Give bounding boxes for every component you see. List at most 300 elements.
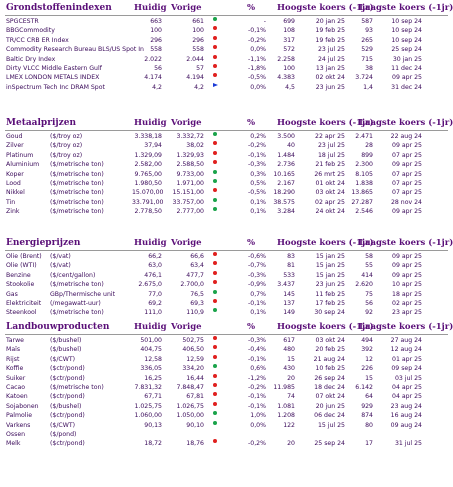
- change-percent: 0,1%: [250, 309, 266, 317]
- table-row[interactable]: [0, 299, 451, 308]
- table-row[interactable]: [0, 45, 451, 54]
- down-dot-icon: [213, 151, 217, 155]
- previous-value: 406,50: [182, 346, 204, 354]
- high-value: 3.500: [277, 133, 295, 140]
- commodity-unit: ($/vat): [50, 262, 71, 270]
- low-value: 1.838: [355, 179, 373, 187]
- low-date: 10 apr 25: [392, 281, 422, 289]
- section-divider: [5, 250, 448, 251]
- table-row[interactable]: [0, 160, 451, 169]
- high-value: 572: [283, 46, 295, 54]
- commodity-unit: ($/metrische ton): [50, 281, 104, 289]
- previous-value: 100: [192, 27, 204, 35]
- previous-value: 1.329,93: [176, 151, 204, 159]
- commodity-name: Varkens: [6, 421, 31, 429]
- change-percent: -: [263, 18, 266, 25]
- change-percent: -0,5%: [248, 74, 266, 82]
- previous-value: 12,59: [186, 355, 204, 363]
- commodity-name: Zink: [6, 208, 20, 216]
- up-dot-icon: [213, 170, 217, 174]
- commodity-unit: ($/CWT): [50, 421, 76, 429]
- table-row[interactable]: [0, 26, 451, 35]
- current-value: 1.060,00: [134, 412, 162, 420]
- low-date: 09 apr 25: [392, 74, 422, 82]
- low-date: 31 jul 25: [394, 440, 422, 448]
- high-date: 19 feb 25: [315, 36, 345, 44]
- header-previous: Vorige: [171, 238, 202, 248]
- low-value: 3.724: [355, 74, 373, 82]
- down-dot-icon: [213, 345, 217, 349]
- table-row[interactable]: [0, 355, 451, 364]
- high-value: 1.208: [277, 412, 295, 420]
- commodity-name: Aluminium: [6, 161, 40, 169]
- commodity-name: Koper: [6, 170, 24, 178]
- high-value: 108: [283, 27, 295, 35]
- high-value: 1.484: [277, 151, 295, 159]
- table-row[interactable]: [0, 170, 451, 179]
- change-percent: -0,3%: [248, 161, 266, 169]
- commodity-name: Olie (WTI): [6, 262, 37, 270]
- commodity-name: SPGCESTR: [6, 18, 39, 25]
- commodity-unit: ($/pond): [50, 430, 77, 438]
- high-date: 15 jan 25: [315, 253, 345, 260]
- commodity-name: TR/CC CRB ER Index: [6, 36, 69, 44]
- header-low: Laagste koers (-1jr): [359, 322, 453, 332]
- high-date: 15 jan 25: [315, 271, 345, 279]
- up-dot-icon: [213, 411, 217, 415]
- table-row[interactable]: [0, 308, 451, 317]
- down-dot-icon: [213, 271, 217, 275]
- low-value: 265: [361, 36, 373, 44]
- low-date: 01 apr 25: [392, 355, 422, 363]
- table-row[interactable]: [0, 73, 451, 82]
- high-value: 74: [287, 393, 295, 401]
- table-row[interactable]: [0, 17, 451, 26]
- commodity-unit: ($/troy oz): [50, 133, 83, 140]
- high-date: 24 jul 25: [317, 55, 345, 63]
- high-value: 18.290: [273, 189, 295, 197]
- previous-value: 15.151,00: [172, 189, 204, 197]
- high-value: 15: [287, 355, 295, 363]
- low-date: 09 apr 25: [392, 161, 422, 169]
- low-value: 55: [365, 262, 373, 270]
- change-percent: 0,7%: [250, 290, 266, 298]
- previous-value: 2.777,00: [176, 208, 204, 216]
- down-dot-icon: [213, 402, 217, 406]
- low-value: 899: [361, 151, 373, 159]
- high-date: 19 feb 25: [315, 27, 345, 35]
- low-value: 414: [361, 271, 373, 279]
- up-dot-icon: [213, 290, 217, 294]
- commodity-name: Sojabonen: [6, 402, 39, 410]
- low-value: 92: [365, 309, 373, 317]
- change-percent: 0,1%: [250, 208, 266, 216]
- high-date: 24 okt 24: [315, 208, 345, 216]
- up-dot-icon: [213, 207, 217, 211]
- low-date: 11 dec 24: [391, 64, 422, 72]
- commodity-unit: ($ctr/pond): [50, 440, 85, 448]
- low-value: 2.546: [355, 208, 373, 216]
- table-row[interactable]: [0, 290, 451, 299]
- up-dot-icon: [213, 421, 217, 425]
- low-value: 2.620: [355, 281, 373, 289]
- low-value: 392: [361, 346, 373, 354]
- table-row[interactable]: [0, 280, 451, 289]
- table-row[interactable]: [0, 36, 451, 45]
- high-date: 18 jul 25: [317, 151, 345, 159]
- header-current: Huidig: [134, 118, 167, 128]
- header-percent: %: [247, 238, 256, 248]
- commodity-unit: ($/bushel): [50, 346, 82, 354]
- change-percent: -0,1%: [248, 402, 266, 410]
- high-date: 20 jun 25: [315, 402, 345, 410]
- commodity-name: Olie (Brent): [6, 253, 42, 260]
- low-date: 02 apr 25: [392, 299, 422, 307]
- change-percent: -0,9%: [248, 281, 266, 289]
- high-value: 83: [287, 253, 295, 260]
- previous-value: 2.588,50: [176, 161, 204, 169]
- commodity-name: Maïs: [6, 346, 21, 354]
- table-row[interactable]: [0, 336, 451, 345]
- previous-value: 477,7: [186, 271, 204, 279]
- commodity-unit: ($/metrische ton): [50, 161, 104, 169]
- change-percent: -0,6%: [248, 253, 266, 260]
- down-dot-icon: [213, 188, 217, 192]
- table-row[interactable]: [0, 392, 451, 401]
- commodity-name: Rijst: [6, 355, 20, 363]
- change-percent: 0,0%: [250, 46, 266, 54]
- low-value: 80: [365, 421, 373, 429]
- section-divider: [5, 130, 448, 131]
- low-date: 07 apr 25: [392, 189, 422, 197]
- current-value: 663: [150, 18, 162, 25]
- commodity-name: Dirty VLCC Middle Eastern Gulf: [6, 64, 102, 72]
- change-percent: -0,2%: [248, 142, 266, 150]
- low-value: 715: [361, 55, 373, 63]
- low-date: 09 sep 24: [391, 365, 422, 373]
- low-value: 587: [361, 18, 373, 25]
- table-row[interactable]: [0, 383, 451, 392]
- low-value: 15: [365, 374, 373, 382]
- previous-value: 67,81: [186, 393, 204, 401]
- up-dot-icon: [213, 308, 217, 312]
- commodity-unit: ($/bushel): [50, 337, 82, 344]
- low-date: 16 aug 24: [390, 412, 422, 420]
- commodity-name: Palmolie: [6, 412, 33, 420]
- high-date: 01 okt 24: [315, 179, 345, 187]
- section-header: [0, 117, 451, 131]
- low-value: 58: [365, 253, 373, 260]
- commodity-name: Katoen: [6, 393, 28, 401]
- low-value: 27.287: [351, 198, 373, 206]
- header-percent: %: [247, 118, 256, 128]
- commodity-unit: ($/metrische ton): [50, 189, 104, 197]
- down-dot-icon: [213, 261, 217, 265]
- change-percent: 0,1%: [250, 198, 266, 206]
- section-title: Grondstoffenindexen: [6, 3, 112, 13]
- commodity-name: Goud: [6, 133, 23, 140]
- down-dot-icon: [213, 299, 217, 303]
- table-row[interactable]: [0, 345, 451, 354]
- current-value: 1.025,75: [134, 402, 162, 410]
- previous-value: 69,3: [190, 299, 204, 307]
- header-low: Laagste koers (-1jr): [359, 238, 453, 248]
- high-value: 11.985: [273, 383, 295, 391]
- previous-value: 38,02: [186, 142, 204, 150]
- current-value: 4,2: [152, 83, 162, 91]
- low-value: 6.142: [355, 383, 373, 391]
- previous-value: 4,2: [194, 83, 204, 91]
- low-date: 09 apr 25: [392, 253, 422, 260]
- previous-value: 63,4: [190, 262, 204, 270]
- table-row[interactable]: [0, 207, 451, 216]
- current-value: 336,05: [140, 365, 162, 373]
- high-date: 06 dec 24: [314, 412, 345, 420]
- table-row[interactable]: [0, 151, 451, 160]
- down-dot-icon: [213, 383, 217, 387]
- section-1: [0, 117, 453, 216]
- commodity-name: Commodity Research Bureau BLS/US Spot In: [6, 46, 144, 54]
- commodity-name: Tarwe: [6, 337, 24, 344]
- table-row[interactable]: [0, 411, 451, 420]
- change-percent: -1,1%: [248, 55, 266, 63]
- header-low: Laagste koers (-1jr): [359, 3, 453, 13]
- previous-value: 76,5: [190, 290, 204, 298]
- commodity-unit: ($/metrische ton): [50, 208, 104, 216]
- header-high: Hoogste koers (-1jr): [277, 118, 374, 128]
- high-value: 38.575: [273, 198, 295, 206]
- commodity-name: Ossen: [6, 430, 26, 438]
- current-value: 7.831,32: [134, 383, 162, 391]
- commodity-name: BBGCommodity: [6, 27, 55, 35]
- change-percent: 0,5%: [250, 179, 266, 187]
- high-value: 10.165: [273, 170, 295, 178]
- low-date: 04 apr 25: [392, 393, 422, 401]
- section-0: [0, 2, 453, 91]
- header-low: Laagste koers (-1jr): [359, 118, 453, 128]
- low-value: 2.300: [355, 161, 373, 169]
- current-value: 3.338,18: [134, 133, 162, 140]
- low-date: 07 apr 25: [392, 151, 422, 159]
- change-percent: -0,2%: [248, 383, 266, 391]
- previous-value: 18,76: [186, 440, 204, 448]
- commodity-unit: ($/metrische ton): [50, 170, 104, 178]
- table-row[interactable]: [0, 55, 451, 64]
- section-title: Metaalprijzen: [6, 118, 77, 128]
- commodity-name: Suiker: [6, 374, 26, 382]
- up-dot-icon: [213, 132, 217, 136]
- header-high: Hoogste koers (-1jr): [277, 238, 374, 248]
- section-header: [0, 2, 451, 16]
- commodity-name: Steenkool: [6, 309, 37, 317]
- table-row[interactable]: [0, 374, 451, 383]
- low-date: 30 jan 25: [392, 55, 422, 63]
- low-date: 04 apr 25: [392, 383, 422, 391]
- up-dot-icon: [213, 198, 217, 202]
- commodity-unit: ($ctr/pond): [50, 365, 85, 373]
- current-value: 558: [150, 46, 162, 54]
- previous-value: 9.733,00: [176, 170, 204, 178]
- low-value: 494: [361, 337, 373, 344]
- current-value: 18,72: [144, 440, 162, 448]
- change-percent: -0,1%: [248, 393, 266, 401]
- high-value: 533: [283, 271, 295, 279]
- current-value: 67,71: [144, 393, 162, 401]
- table-row[interactable]: [0, 179, 451, 188]
- up-dot-icon: [213, 364, 217, 368]
- previous-value: 3.332,72: [176, 133, 204, 140]
- high-date: 30 sep 24: [314, 309, 345, 317]
- low-value: 2.471: [355, 133, 373, 140]
- low-date: 07 apr 25: [392, 179, 422, 187]
- commodity-unit: ($/bushel): [50, 402, 82, 410]
- high-value: 617: [283, 337, 295, 344]
- current-value: 56: [154, 64, 162, 72]
- current-value: 1.980,50: [134, 179, 162, 187]
- commodity-unit: ($/metrische ton): [50, 383, 104, 391]
- high-value: 430: [283, 365, 295, 373]
- high-date: 17 feb 25: [315, 299, 345, 307]
- previous-value: 90,10: [186, 421, 204, 429]
- section-3: [0, 321, 453, 448]
- commodity-name: Zilver: [6, 142, 24, 150]
- table-row[interactable]: [0, 132, 451, 141]
- high-date: 13 jan 25: [315, 64, 345, 72]
- down-dot-icon: [213, 26, 217, 30]
- commodity-unit: ($ctr/pond): [50, 374, 85, 382]
- previous-value: 57: [196, 64, 204, 72]
- section-header: [0, 321, 451, 335]
- low-value: 929: [361, 402, 373, 410]
- change-percent: -1,8%: [248, 64, 266, 72]
- low-value: 13.865: [351, 189, 373, 197]
- change-percent: -0,1%: [248, 299, 266, 307]
- header-high: Hoogste koers (-1jr): [277, 322, 374, 332]
- change-percent: 0,3%: [250, 170, 266, 178]
- current-value: 296: [150, 36, 162, 44]
- table-row[interactable]: [0, 188, 451, 197]
- down-dot-icon: [213, 55, 217, 59]
- header-percent: %: [247, 322, 256, 332]
- current-value: 100: [150, 27, 162, 35]
- high-date: 15 jan 25: [315, 262, 345, 270]
- low-date: 18 apr 25: [392, 290, 422, 298]
- high-date: 26 mrt 25: [314, 170, 345, 178]
- change-percent: -0,1%: [248, 27, 266, 35]
- high-date: 22 apr 25: [315, 133, 345, 140]
- table-row[interactable]: [0, 83, 451, 92]
- change-percent: -0,7%: [248, 262, 266, 270]
- header-current: Huidig: [134, 238, 167, 248]
- high-date: 03 okt 24: [315, 337, 345, 344]
- low-value: 1,4: [363, 83, 373, 91]
- section-title: Energieprijzen: [6, 238, 81, 248]
- table-row[interactable]: [0, 439, 451, 448]
- commodity-unit: ($/CWT): [50, 355, 76, 363]
- low-date: 28 nov 24: [390, 198, 422, 206]
- low-date: 10 sep 24: [391, 36, 422, 44]
- table-row[interactable]: [0, 430, 451, 439]
- previous-value: 1.026,75: [176, 402, 204, 410]
- low-date: 23 apr 25: [392, 309, 422, 317]
- low-value: 17: [365, 440, 373, 448]
- change-percent: -0,1%: [248, 355, 266, 363]
- high-date: 21 feb 25: [315, 161, 345, 169]
- previous-value: 2.700,0: [180, 281, 204, 289]
- down-dot-icon: [213, 392, 217, 396]
- table-row[interactable]: [0, 252, 451, 261]
- down-dot-icon: [213, 141, 217, 145]
- current-value: 9.765,00: [134, 170, 162, 178]
- section-divider: [5, 15, 448, 16]
- high-value: 3.284: [277, 208, 295, 216]
- table-row[interactable]: [0, 141, 451, 150]
- table-row[interactable]: [0, 261, 451, 270]
- current-value: 33.791,00: [132, 198, 164, 206]
- change-percent: -0,4%: [248, 346, 266, 354]
- header-high: Hoogste koers (-1jr): [277, 3, 374, 13]
- low-date: 12 aug 24: [390, 346, 422, 354]
- down-dot-icon: [213, 374, 217, 378]
- low-value: 12: [365, 355, 373, 363]
- section-header: [0, 237, 451, 251]
- table-row[interactable]: [0, 271, 451, 280]
- section-2: [0, 237, 453, 317]
- commodity-unit: GBp/Thermische unit: [50, 290, 116, 298]
- table-row[interactable]: [0, 402, 451, 411]
- high-value: 2.736: [277, 161, 295, 169]
- table-row[interactable]: [0, 64, 451, 73]
- previous-value: 7.848,47: [176, 383, 204, 391]
- change-percent: -0,1%: [248, 151, 266, 159]
- previous-value: 33.757,00: [172, 198, 204, 206]
- high-value: 137: [283, 299, 295, 307]
- previous-value: 1.971,00: [176, 179, 204, 187]
- high-date: 23 jul 25: [317, 46, 345, 54]
- down-dot-icon: [213, 45, 217, 49]
- current-value: 37,94: [144, 142, 162, 150]
- commodity-name: inSpectrum Tech Inc DRAM Spot: [6, 83, 105, 91]
- change-percent: -1,2%: [248, 374, 266, 382]
- previous-value: 558: [192, 46, 204, 54]
- low-date: 09 apr 25: [392, 271, 422, 279]
- low-date: 09 apr 25: [392, 262, 422, 270]
- previous-value: 502,75: [182, 337, 204, 344]
- high-date: 10 feb 25: [315, 365, 345, 373]
- low-date: 07 apr 25: [392, 170, 422, 178]
- high-date: 07 okt 24: [315, 393, 345, 401]
- high-value: 3.437: [277, 281, 295, 289]
- commodity-unit: ($/metrische ton): [50, 309, 104, 317]
- table-row[interactable]: [0, 421, 451, 430]
- change-percent: -0,2%: [248, 36, 266, 44]
- down-dot-icon: [213, 36, 217, 40]
- high-date: 03 okt 24: [315, 189, 345, 197]
- high-value: 149: [283, 309, 295, 317]
- high-value: 317: [283, 36, 295, 44]
- current-value: 501,00: [140, 337, 162, 344]
- commodity-unit: ($ctr/pond): [50, 393, 85, 401]
- table-row[interactable]: [0, 198, 451, 207]
- low-value: 226: [361, 365, 373, 373]
- current-value: 69,2: [148, 299, 162, 307]
- commodity-unit: ($/troy oz): [50, 142, 83, 150]
- current-value: 90,13: [144, 421, 162, 429]
- current-value: 1.329,09: [134, 151, 162, 159]
- high-value: 2.258: [277, 55, 295, 63]
- table-row[interactable]: [0, 364, 451, 373]
- current-value: 12,58: [144, 355, 162, 363]
